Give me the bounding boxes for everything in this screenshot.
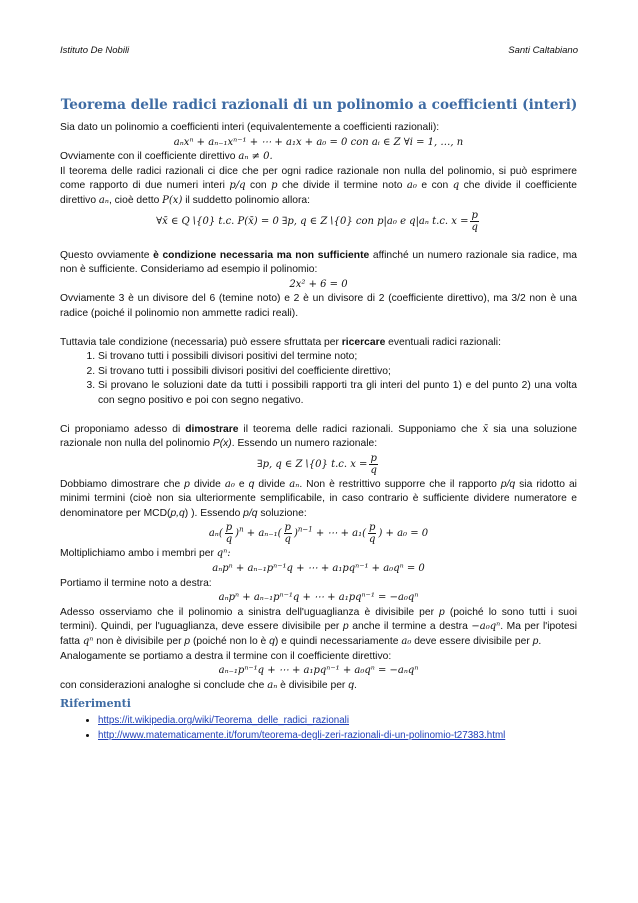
- step-item: 1. Si trovano tutti i possibili divisori positivi del termine noto;: [98, 350, 577, 365]
- step-item: 2. Si trovano tutti i possibili divisori positivi del coefficiente direttivo;: [98, 365, 577, 380]
- document-body: [60, 121, 577, 743]
- proof-intro-paragraph: Ci proponiamo adesso di dimostrare il teorema delle radici razionali. Supponiamo che x̄ sia una soluzione razionale non nulla del polinomio P(x). Essendo un numero razionale:: [60, 423, 578, 450]
- moved-equation: aₙpⁿ + aₙ₋₁pⁿ⁻¹q + ⋯ + a₁pqⁿ⁻¹ = −a₀qⁿ: [218, 592, 419, 604]
- header-left: Istituto De Nobili: [60, 45, 130, 56]
- move-paragraph: Portiamo il termine noto a destra:: [60, 577, 212, 589]
- reference-item: [98, 729, 577, 744]
- conclusion-paragraph: con considerazioni analoghe si conclude che aₙ è divisibile per q.: [60, 679, 357, 691]
- header-right: Santi Caltabiano: [508, 45, 578, 56]
- multiplied-equation: aₙpⁿ + aₙ₋₁pⁿ⁻¹q + ⋯ + a₁pqⁿ⁻¹ + a₀qⁿ = 0: [212, 563, 425, 575]
- page-header: [60, 44, 578, 59]
- references-heading: Riferimenti: [60, 697, 131, 711]
- steps-list: [60, 350, 577, 408]
- analog-equation: aₙ₋₁pⁿ⁻¹q + ⋯ + a₁pqⁿ⁻¹ + a₀qⁿ = −aₙqⁿ: [218, 665, 419, 677]
- step-item: 3. Si provano le soluzioni date da tutti i possibili rapporti tra gli interi del punto 1) e del punto 2) una volta con segno positivo e poi con segno negativo.: [98, 379, 577, 408]
- fraction-p-over-q: $\frac{p}{q}$: [471, 209, 478, 233]
- reference-link[interactable]: http://www.matematicamente.it/forum/teorema-degli-zeri-razionali-di-un-polinomio-t27383.html: [98, 729, 506, 741]
- observation-paragraph: Adesso osserviamo che il polinomio a sinistra dell'uguaglianza è divisibile per p (poiché lo sono tutti i suoi termini). Quindi, per l'uguaglianza, deve essere divisibile per p anche il termine a destra −a₀qⁿ. Ma per l'ipotesi fatta qⁿ non è divisibile per p (poiché non lo è q) e quindi necessariamente a₀ deve essere divisibile per p.: [60, 606, 577, 648]
- example-equation: 2x² + 6 = 0: [289, 278, 348, 290]
- reduction-paragraph: Dobbiamo dimostrare che p divide a₀ e q divide aₙ. Non è restrittivo supporre che il rapporto p/q sia ridotto ai minimi termini (cioè non sia ulteriormente semplificabile, in caso contrario è sufficiente dividere numeratore e denominatore per MCD(p,q) ). Essendo p/q soluzione:: [60, 478, 577, 519]
- leading-coeff-note: Ovviamente con il coefficiente direttivo aₙ ≠ 0.: [60, 151, 273, 163]
- necessary-condition-paragraph: Questo ovviamente è condizione necessaria ma non sufficiente affinché un numero razionale sia radice, ma non è sufficiente. Consideriamo ad esempio il polinomio:: [60, 249, 578, 276]
- substitution-formula: aₙ( $\frac{p}{q}$ )$^n$ + aₙ₋₁( $\frac{p}{q}$ )$^{n-1}$ + ⋯ + a₁( $\frac{p}{q}$ ) + a₀ = 0: [208, 522, 429, 546]
- polynomial-equation: aₙxⁿ + aₙ₋₁xⁿ⁻¹ + ⋯ + a₁x + a₀ = 0 con aᵢ ∈ Z ∀i = 1, …, n: [173, 136, 464, 148]
- references-list: [60, 714, 577, 743]
- theorem-formula: ∀x̄ ∈ Q∖{0} t.c. P(x̄) = 0 ∃p, q ∈ Z∖{0} con p|a₀ e q|aₙ t.c. x = $\frac{p}{q}$: [156, 209, 478, 233]
- document-title: Teorema delle radici razionali di un polinomio a coefficienti (interi): [60, 97, 578, 113]
- multiply-paragraph: Moltiplichiamo ambo i membri per qⁿ:: [60, 548, 231, 560]
- analog-paragraph: Analogamente se portiamo a destra il termine con il coefficiente direttivo:: [60, 650, 392, 662]
- reference-link[interactable]: https://it.wikipedia.org/wiki/Teorema_delle_radici_razionali: [98, 715, 350, 726]
- usage-paragraph: Tuttavia tale condizione (necessaria) può essere sfruttata per ricercare eventuali radici razionali:: [60, 336, 501, 348]
- intro-paragraph: Sia dato un polinomio a coefficienti interi (equivalentemente a coefficienti razionali):: [60, 122, 440, 133]
- theorem-statement: Il teorema delle radici razionali ci dice che per ogni radice razionale non nulla del polinomio, si può esprimere come rapporto di due numeri interi p/q con p che divide il termine noto a₀ e con q che divide il coefficiente direttivo aₙ, cioè detto P(x) il suddetto polinomio allora:: [60, 165, 578, 206]
- reference-item: [98, 714, 577, 729]
- example-paragraph: Ovviamente 3 è un divisore del 6 (temine noto) e 2 è un divisore di 2 (coefficiente direttivo), ma 3/2 non è una radice (poiché il polinomio non ammette radici reali).: [60, 293, 577, 319]
- exists-formula: ∃p, q ∈ Z∖{0} t.c. x = $\frac{p}{q}$: [257, 452, 377, 476]
